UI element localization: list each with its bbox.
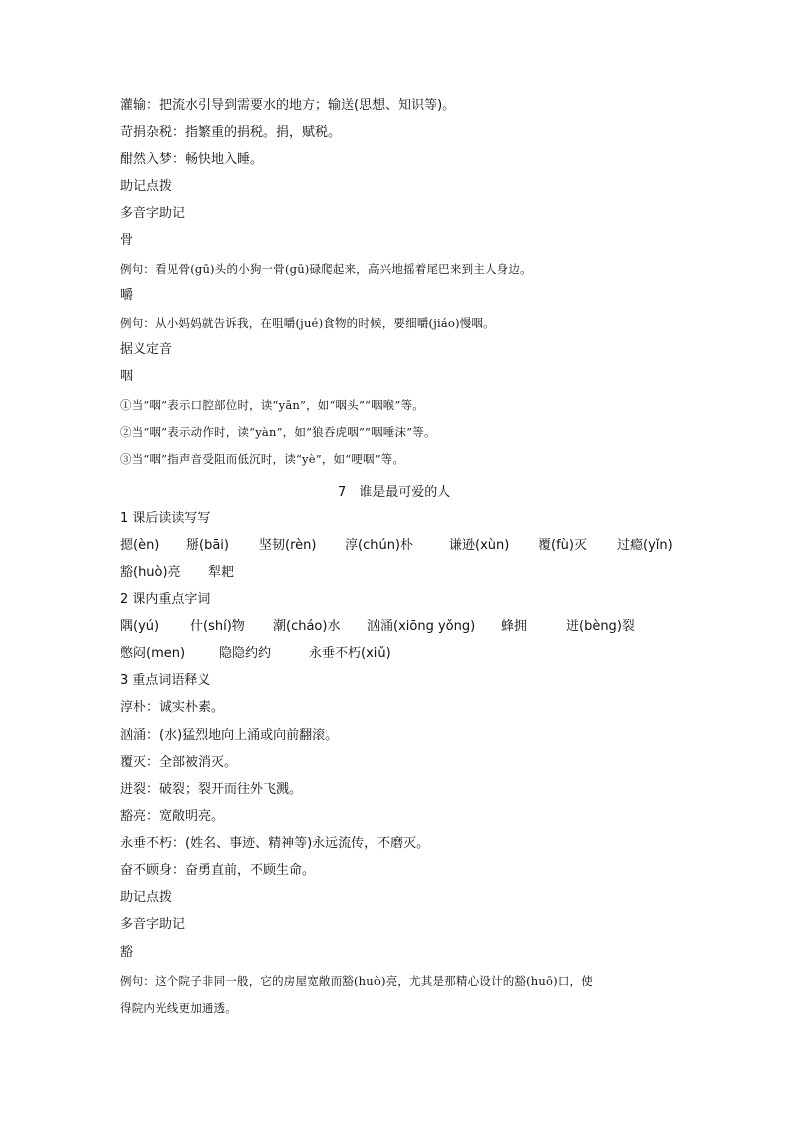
section2-heading: 2 课内重点字词 <box>120 592 211 607</box>
word-item: 憋闷(men) <box>120 646 186 661</box>
word-item: 过瘾(yǐn) <box>617 538 673 553</box>
yan-rule-1: ①当“咽”表示口腔部位时，读“yān”，如“咽头”“咽喉”等。 <box>120 398 424 412</box>
section1-row1 <box>120 536 680 556</box>
yan-rule-3: ③当“咽”指声音受阻而低沉时，读“yè”，如“哽咽”等。 <box>120 452 405 466</box>
word-item: 谦逊(xùn) <box>449 538 510 553</box>
word-item: 隐隐约约 <box>219 646 272 661</box>
word-item: 掰(bāi) <box>186 538 229 553</box>
example-huo-line2: 得院内光线更加通透。 <box>120 1001 237 1015</box>
yan-rule-2: ②当“咽”表示动作时，读“yàn”，如“狼吞虎咽”“咽唾沫”等。 <box>120 425 436 439</box>
word-item: 永垂不朽(xiǔ) <box>309 646 391 661</box>
char-jiao: 嚼 <box>120 288 134 303</box>
word-item: 蜂拥 <box>501 619 528 634</box>
subheading-juyidingyin: 据义定音 <box>120 342 173 357</box>
subheading-duoyinzi: 多音字助记 <box>120 206 186 221</box>
definition-yongchuibuxiu: 永垂不朽：(姓名、事迹、精神等)永远流传，不磨灭。 <box>120 836 430 851</box>
definition-kejuanzashui: 苛捐杂税：指繁重的捐税。捐，赋税。 <box>120 125 342 140</box>
word-item: 豁(huò)亮 <box>120 565 181 580</box>
definition-chunpu: 淳朴：诚实朴素。 <box>120 700 225 715</box>
char-huo: 豁 <box>120 945 134 960</box>
section2-row1 <box>120 617 680 637</box>
char-gu: 骨 <box>120 233 134 248</box>
example-gu: 例句：看见骨(gū)头的小狗一骨(gū)碌爬起来，高兴地摇着尾巴来到主人身边。 <box>120 262 532 276</box>
subheading-duoyinzi-2: 多音字助记 <box>120 917 186 932</box>
word-item: 什(shí)物 <box>190 619 245 634</box>
word-item: 覆(fù)灭 <box>538 538 587 553</box>
definition-bengle: 迸裂：破裂；裂开而往外飞溅。 <box>120 782 303 797</box>
definition-fumie: 覆灭：全部被消灭。 <box>120 755 238 770</box>
word-item: 淳(chún)朴 <box>345 538 414 553</box>
definition-xiongyong: 汹涌：(水)猛烈地向上涌或向前翻滚。 <box>120 728 339 743</box>
word-item: 犁耙 <box>208 565 235 580</box>
section2-row2 <box>120 644 680 664</box>
word-item: 摁(èn) <box>120 538 160 553</box>
section3-heading: 3 重点词语释义 <box>120 673 211 688</box>
definition-huoliang: 豁亮：宽敞明亮。 <box>120 809 225 824</box>
definition-guanshu: 灌输：把流水引导到需要水的地方；输送(思想、知识等)。 <box>120 98 456 113</box>
definition-hanranrumeng: 酣然入梦：畅快地入睡。 <box>120 152 264 167</box>
example-jiao: 例句：从小妈妈就告诉我，在咀嚼(jué)食物的时候，要细嚼(jiáo)慢咽。 <box>120 316 495 330</box>
word-item: 潮(cháo)水 <box>273 619 341 634</box>
word-item: 汹涌(xiōng yǒng) <box>367 619 476 634</box>
example-huo-line1: 例句：这个院子非同一般，它的房屋宽敞而豁(huò)亮，尤其是那精心设计的豁(huō)口，使 <box>120 974 593 988</box>
word-item: 坚韧(rèn) <box>259 538 317 553</box>
subheading-zhujidianbo: 助记点拨 <box>120 179 173 194</box>
subheading-zhujidianbo-2: 助记点拨 <box>120 890 173 905</box>
char-yan: 咽 <box>120 369 134 384</box>
definition-fenbugushen: 奋不顾身：奋勇直前，不顾生命。 <box>120 863 316 878</box>
section1-heading: 1 课后读读写写 <box>120 511 211 526</box>
lesson-title: 7 谁是最可爱的人 <box>338 485 451 500</box>
section1-row2 <box>120 563 680 583</box>
word-item: 迸(bèng)裂 <box>566 619 635 634</box>
word-item: 隅(yú) <box>120 619 160 634</box>
